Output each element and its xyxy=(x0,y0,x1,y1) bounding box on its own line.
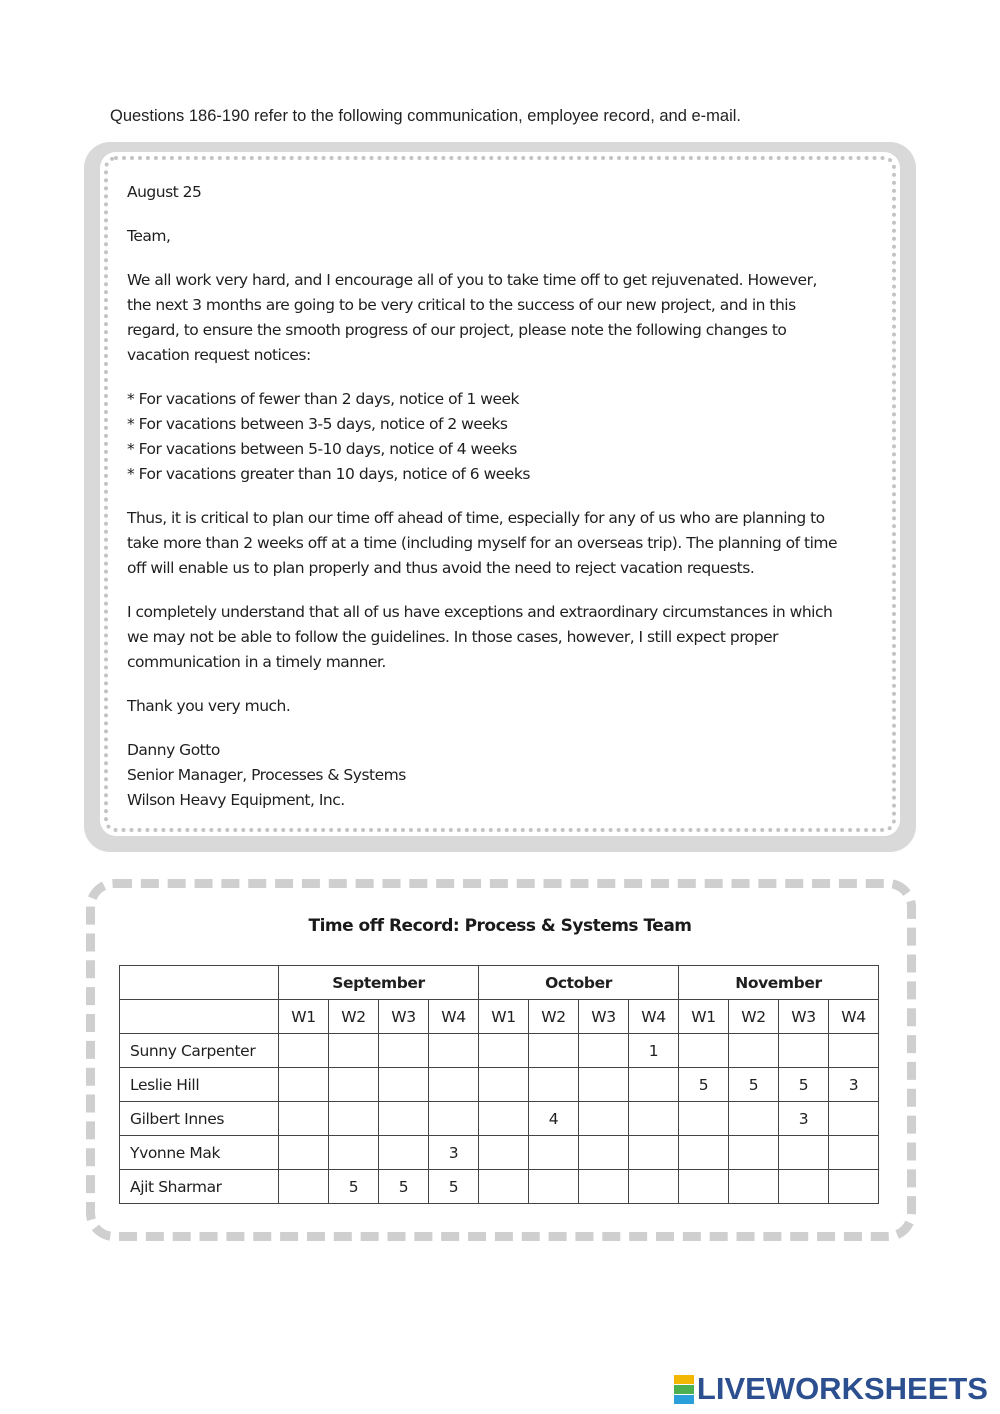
days-off-cell xyxy=(729,1102,779,1136)
text-line: vacation request notices: xyxy=(127,346,311,364)
days-off-cell xyxy=(579,1102,629,1136)
table-row xyxy=(120,1068,879,1102)
memo-rules-list xyxy=(127,387,887,487)
text-line: take more than 2 weeks off at a time (including myself for an overseas trip). The planning of time xyxy=(127,534,838,552)
days-off-cell xyxy=(279,1136,329,1170)
text-line: Thus, it is critical to plan our time off ahead of time, especially for any of us who are planning to xyxy=(127,509,825,527)
week-header: W3 xyxy=(579,1000,629,1034)
text-line: regard, to ensure the smooth progress of our project, please note the following changes to xyxy=(127,321,787,339)
days-off-cell: 5 xyxy=(329,1170,379,1204)
days-off-cell xyxy=(679,1034,729,1068)
days-off-cell: 5 xyxy=(429,1170,479,1204)
days-off-cell xyxy=(479,1068,529,1102)
text-line: communication in a timely manner. xyxy=(127,653,386,671)
text-line: We all work very hard, and I encourage all of you to take time off to get rejuvenated. However, xyxy=(127,271,817,289)
days-off-cell xyxy=(729,1136,779,1170)
employee-name: Sunny Carpenter xyxy=(120,1034,279,1068)
days-off-cell xyxy=(629,1102,679,1136)
days-off-cell: 3 xyxy=(429,1136,479,1170)
week-header: W2 xyxy=(529,1000,579,1034)
days-off-cell xyxy=(429,1034,479,1068)
table-row xyxy=(120,1034,879,1068)
days-off-cell xyxy=(329,1068,379,1102)
logo-bar xyxy=(674,1395,694,1404)
days-off-cell xyxy=(429,1102,479,1136)
memo-paragraph-1 xyxy=(127,268,887,368)
employee-name: Yvonne Mak xyxy=(120,1136,279,1170)
days-off-cell: 4 xyxy=(529,1102,579,1136)
intro-text: Questions 186-190 refer to the following communication, employee record, and e-mail. xyxy=(110,107,741,125)
week-header: W1 xyxy=(679,1000,729,1034)
days-off-cell xyxy=(329,1034,379,1068)
week-header: W1 xyxy=(279,1000,329,1034)
table-row xyxy=(120,1170,879,1204)
week-header: W4 xyxy=(829,1000,879,1034)
signature-title: Senior Manager, Processes & Systems xyxy=(127,766,406,784)
employee-name: Leslie Hill xyxy=(120,1068,279,1102)
logo-bar xyxy=(674,1375,694,1384)
days-off-cell xyxy=(829,1102,879,1136)
days-off-cell xyxy=(379,1068,429,1102)
memo-paragraph-2 xyxy=(127,506,887,581)
employee-name: Gilbert Innes xyxy=(120,1102,279,1136)
signature-company: Wilson Heavy Equipment, Inc. xyxy=(127,791,345,809)
days-off-cell xyxy=(679,1170,729,1204)
week-header: W1 xyxy=(479,1000,529,1034)
days-off-cell xyxy=(529,1068,579,1102)
table-week-row xyxy=(120,1000,879,1034)
table-month-row xyxy=(120,966,879,1000)
days-off-cell xyxy=(579,1170,629,1204)
month-header: September xyxy=(279,966,479,1000)
week-header: W2 xyxy=(329,1000,379,1034)
days-off-cell xyxy=(429,1068,479,1102)
table-corner-cell xyxy=(120,966,279,1000)
week-header: W4 xyxy=(429,1000,479,1034)
table-row xyxy=(120,1136,879,1170)
days-off-cell xyxy=(579,1034,629,1068)
days-off-cell xyxy=(479,1170,529,1204)
week-header: W3 xyxy=(779,1000,829,1034)
days-off-cell xyxy=(779,1136,829,1170)
days-off-cell xyxy=(629,1170,679,1204)
days-off-cell xyxy=(529,1170,579,1204)
rule-item: * For vacations greater than 10 days, notice of 6 weeks xyxy=(127,465,530,483)
days-off-cell xyxy=(729,1034,779,1068)
days-off-cell xyxy=(479,1034,529,1068)
days-off-cell xyxy=(829,1170,879,1204)
month-header: October xyxy=(479,966,679,1000)
days-off-cell xyxy=(329,1102,379,1136)
memo-body xyxy=(127,180,887,832)
days-off-cell xyxy=(279,1068,329,1102)
days-off-cell xyxy=(829,1136,879,1170)
text-line: off will enable us to plan properly and thus avoid the need to reject vacation requests. xyxy=(127,559,755,577)
rule-item: * For vacations between 5-10 days, notice of 4 weeks xyxy=(127,440,517,458)
memo-closing: Thank you very much. xyxy=(127,697,291,715)
days-off-cell xyxy=(379,1136,429,1170)
days-off-cell xyxy=(279,1102,329,1136)
days-off-cell xyxy=(779,1034,829,1068)
week-header: W4 xyxy=(629,1000,679,1034)
days-off-cell: 1 xyxy=(629,1034,679,1068)
text-line: the next 3 months are going to be very critical to the success of our new project, and in this xyxy=(127,296,796,314)
days-off-cell xyxy=(679,1136,729,1170)
days-off-cell xyxy=(279,1170,329,1204)
days-off-cell xyxy=(579,1068,629,1102)
days-off-cell xyxy=(629,1136,679,1170)
liveworksheets-logo xyxy=(674,1373,988,1405)
month-header: November xyxy=(679,966,879,1000)
days-off-cell xyxy=(829,1034,879,1068)
memo-greeting: Team, xyxy=(127,227,171,245)
days-off-cell: 5 xyxy=(729,1068,779,1102)
days-off-cell xyxy=(479,1102,529,1136)
days-off-cell: 5 xyxy=(779,1068,829,1102)
text-line: I completely understand that all of us have exceptions and extraordinary circumstances in which xyxy=(127,603,833,621)
days-off-cell xyxy=(579,1136,629,1170)
days-off-cell: 5 xyxy=(679,1068,729,1102)
memo-date: August 25 xyxy=(127,183,202,201)
days-off-cell xyxy=(379,1102,429,1136)
week-header: W2 xyxy=(729,1000,779,1034)
days-off-cell xyxy=(679,1102,729,1136)
logo-icon xyxy=(674,1375,694,1404)
days-off-cell xyxy=(279,1034,329,1068)
days-off-cell xyxy=(529,1034,579,1068)
time-off-table xyxy=(119,965,879,1204)
rule-item: * For vacations between 3-5 days, notice of 2 weeks xyxy=(127,415,508,433)
week-header: W3 xyxy=(379,1000,429,1034)
employee-name: Ajit Sharmar xyxy=(120,1170,279,1204)
days-off-cell xyxy=(629,1068,679,1102)
logo-text: LIVEWORKSHEETS xyxy=(696,1371,988,1406)
days-off-cell: 3 xyxy=(779,1102,829,1136)
days-off-cell xyxy=(529,1136,579,1170)
days-off-cell: 3 xyxy=(829,1068,879,1102)
days-off-cell xyxy=(329,1136,379,1170)
days-off-cell xyxy=(779,1170,829,1204)
table-corner-cell xyxy=(120,1000,279,1034)
days-off-cell xyxy=(479,1136,529,1170)
logo-bar xyxy=(674,1385,694,1394)
text-line: we may not be able to follow the guidelines. In those cases, however, I still expect proper xyxy=(127,628,778,646)
signature-name: Danny Gotto xyxy=(127,741,220,759)
memo-paragraph-3 xyxy=(127,600,887,675)
table-row xyxy=(120,1102,879,1136)
record-title: Time off Record: Process & Systems Team xyxy=(308,916,692,936)
days-off-cell: 5 xyxy=(379,1170,429,1204)
rule-item: * For vacations of fewer than 2 days, notice of 1 week xyxy=(127,390,520,408)
days-off-cell xyxy=(379,1034,429,1068)
days-off-cell xyxy=(729,1170,779,1204)
memo-signature xyxy=(127,738,887,813)
